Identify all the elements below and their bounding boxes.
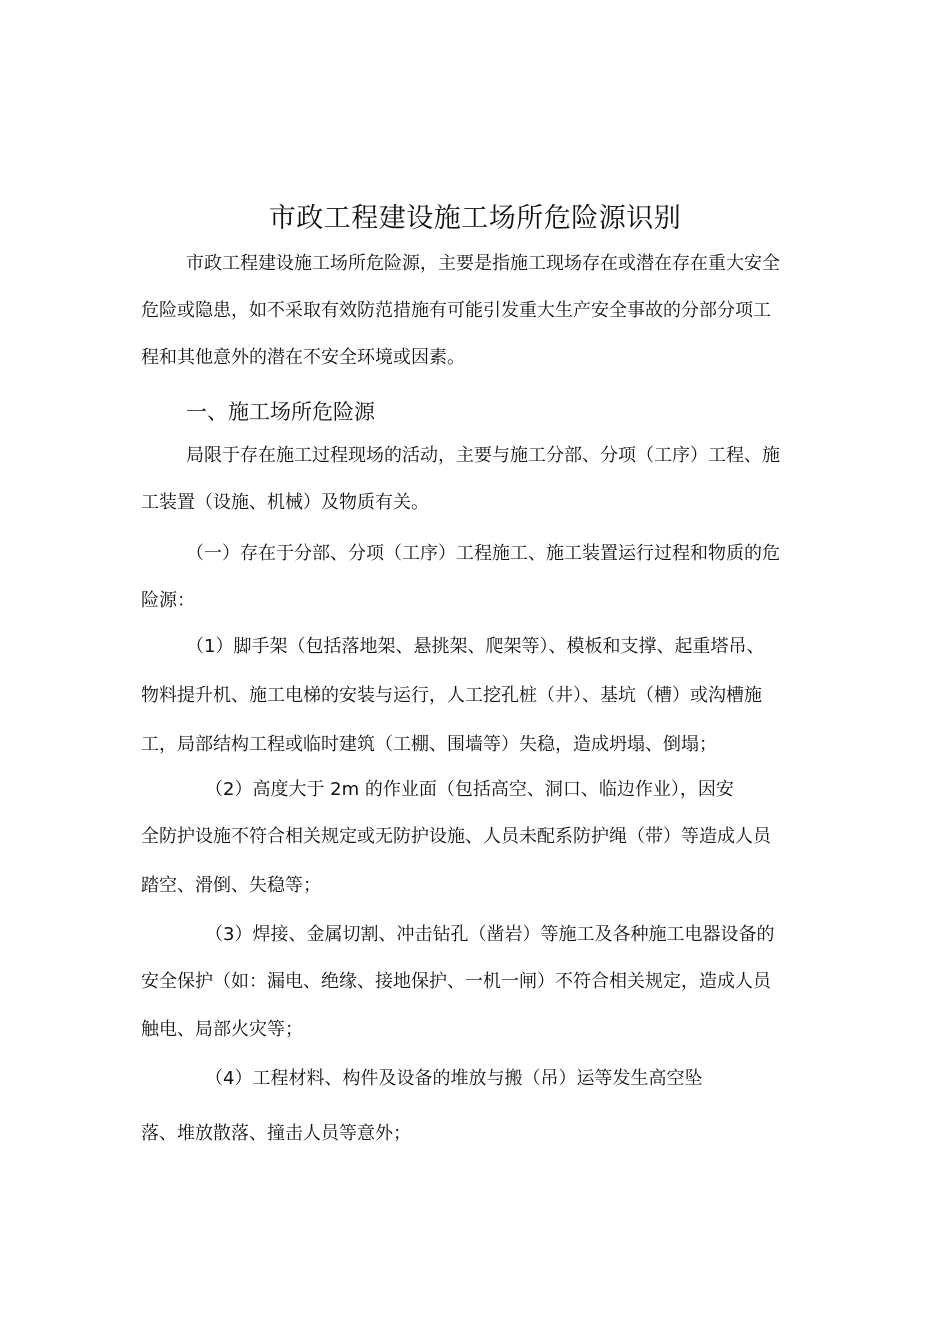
item2-line-1: （2）高度大于 2m 的作业面（包括高空、洞口、临边作业），因安: [205, 779, 734, 800]
item3-line-1: （3）焊接、金属切割、冲击钻孔（凿岩）等施工及各种施工电器设备的: [205, 924, 775, 945]
section-para-line-2: 工装置（设施、机械）及物质有关。: [141, 492, 429, 513]
item4-line-1: （4）工程材料、构件及设备的堆放与搬（吊）运等发生高空坠: [205, 1068, 703, 1089]
intro-line-2: 危险或隐患，如不采取有效防范措施有可能引发重大生产安全事故的分部分项工: [141, 300, 771, 321]
section-heading: 一、施工场所危险源: [186, 400, 375, 424]
section-para-line-1: 局限于存在施工过程现场的活动，主要与施工分部、分项（工序）工程、施: [186, 445, 780, 466]
intro-line-1: 市政工程建设施工场所危险源，主要是指施工现场存在或潜在存在重大安全: [186, 253, 780, 274]
item2-line-2: 全防护设施不符合相关规定或无防护设施、人员未配系防护绳（带）等造成人员: [141, 826, 771, 847]
item3-line-3: 触电、局部火灾等；: [141, 1019, 303, 1040]
item1-line-2: 物料提升机、施工电梯的安装与运行，人工挖孔桩（井）、基坑（槽）或沟槽施: [141, 685, 762, 706]
document-title: 市政工程建设施工场所危险源识别: [268, 203, 682, 234]
sub-heading-line-1: （一）存在于分部、分项（工序）工程施工、施工装置运行过程和物质的危: [186, 543, 780, 564]
item4-line-2: 落、堆放散落、撞击人员等意外；: [141, 1123, 411, 1144]
item3-line-2: 安全保护（如：漏电、绝缘、接地保护、一机一闸）不符合相关规定，造成人员: [141, 971, 771, 992]
item1-line-3: 工，局部结构工程或临时建筑（工棚、围墙等）失稳，造成坍塌、倒塌；: [141, 734, 717, 755]
item1-line-1: （1）脚手架（包括落地架、悬挑架、爬架等）、模板和支撑、起重塔吊、: [186, 636, 765, 657]
sub-heading-line-2: 险源：: [141, 590, 195, 611]
item2-line-3: 踏空、滑倒、失稳等；: [141, 875, 321, 896]
intro-line-3: 程和其他意外的潜在不安全环境或因素。: [141, 347, 465, 368]
